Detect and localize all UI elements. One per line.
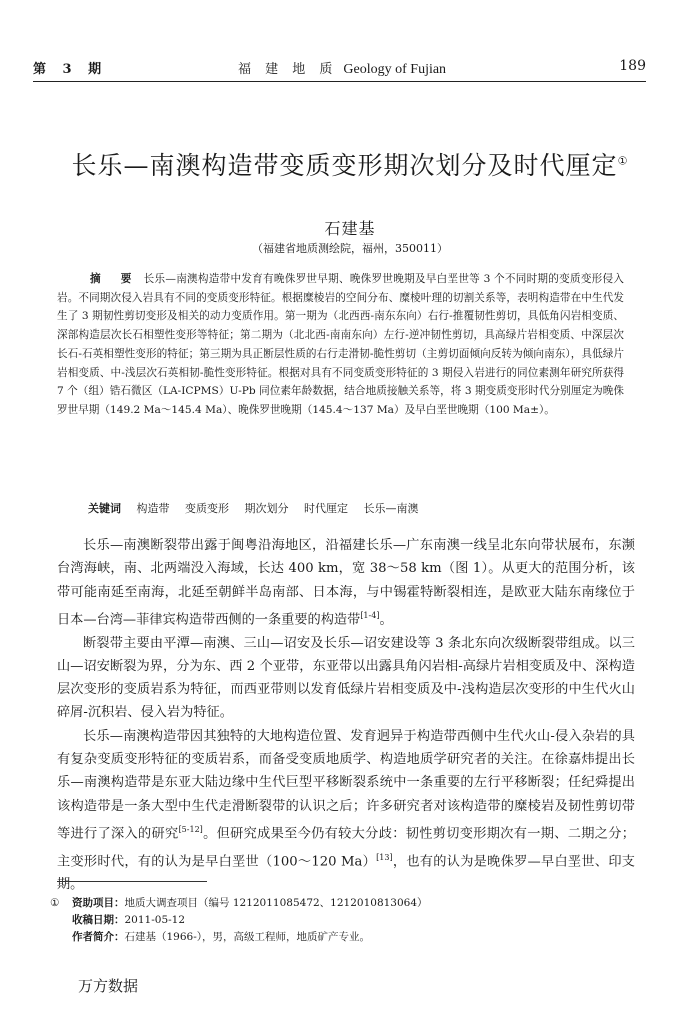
running-header xyxy=(33,58,646,80)
paragraph xyxy=(57,632,635,725)
page-number: 189 xyxy=(619,58,646,74)
footnote-author xyxy=(50,929,428,946)
paper-title xyxy=(0,146,700,182)
author-name: 石建基 xyxy=(324,219,376,238)
funding-text: 地质大调查项目（编号 1212011085472、1212010813064） xyxy=(124,897,428,909)
keywords xyxy=(88,500,431,516)
keyword: 长乐—南澳 xyxy=(363,502,419,515)
paper-title-text: 长乐—南澳构造带变质变形期次划分及时代厘定 xyxy=(71,151,618,180)
citation: [5-12] xyxy=(178,824,203,834)
received-date: 2011-05-12 xyxy=(124,914,186,926)
keyword: 变质变形 xyxy=(185,502,229,515)
paragraph-tail: ，也有的认为是晚侏罗—早白垩世、印支期。 xyxy=(57,854,635,893)
title-footnote-mark: ① xyxy=(617,154,629,168)
citation: [1-4] xyxy=(360,610,380,620)
journal-name xyxy=(238,58,446,78)
body-text xyxy=(57,534,635,897)
paragraph xyxy=(57,725,635,897)
keyword: 期次划分 xyxy=(244,502,289,515)
issue-number: 第 3 期 xyxy=(33,62,108,77)
paragraph xyxy=(57,534,635,632)
keyword: 构造带 xyxy=(136,502,170,515)
author-info-text: 石建基（1966-），男，高级工程师，地质矿产专业。 xyxy=(124,931,371,943)
keywords-label: 关键词 xyxy=(88,502,121,515)
abstract-text: 长乐—南澳构造带中发育有晚侏罗世早期、晚侏罗世晚期及早白垩世等 3 个不同时期的变质变形侵入岩。不同期次侵入岩具有不同的变质变形特征。根据糜棱岩的空间分布、糜棱叶理的切割关系等，表明构造带在中生代发生了 3 期韧性剪切变形及相关的动力变质作用。第一期为（北西西-南东东向）右行-推覆韧性剪切，具低角闪岩相变质、深部构造层次长石相塑性变形等特征；第二期为（北北西-南南东向）左行-逆冲韧性剪切，具高绿片岩相变质、中深层次长石-石英相塑性变形的特征；第三期为具正断层性质的右行走滑韧-脆性剪切（主剪切面倾向反转为倾向南东），具低绿片岩相变质、中-浅层次石英相韧-脆性变形特征。根据对具有不同变质变形特征的 3 期侵入岩进行的同位素测年研究所获得 7 个（组）锆石微区（LA-ICPMS）U-Pb 同位素年龄数据，结合地质接触关系等，将 3 期变质变形时代分别厘定为晚侏罗世早期（149.2 Ma～145.4 Ma）、晚侏罗世晚期（145.4～137 Ma）及早白垩世晚期（100 Ma±）。 xyxy=(57,273,624,416)
author-affiliation: （福建省地质测绘院，福州，350011） xyxy=(252,242,448,255)
header-rule xyxy=(33,81,646,82)
footnote-rule xyxy=(57,881,207,882)
author-info-label: 作者简介： xyxy=(72,931,125,943)
footnote-funding xyxy=(50,895,428,912)
watermark: 万方数据 xyxy=(78,977,139,995)
keyword: 时代厘定 xyxy=(304,502,348,515)
footnote-mark: ① xyxy=(50,897,60,909)
paragraph-text: 断裂带主要由平潭—南澳、三山—诏安及长乐—诏安建设等 3 条北东向次级断裂带组成。以三山—诏安断裂为界，分为东、西 2 个亚带，东亚带以出露具角闪岩相-高绿片岩相变质及中、深构造层次变形的变质岩系为特征，而西亚带则以发育低绿片岩相变质及中-浅构造层次变形的中生代火山碎屑-沉积岩、侵入岩为特征。 xyxy=(57,635,635,721)
funding-label: 资助项目： xyxy=(72,897,125,909)
paragraph-tail: 。 xyxy=(379,612,393,628)
paragraph-text: 长乐—南澳构造带因其独特的大地构造位置、发育迥异于构造带西侧中生代火山-侵入杂岩的具有复杂变质变形特征的变质岩系，而备受变质地质学、构造地质学研究者的关注。在徐嘉炜提出长乐—南澳构造带是东亚大陆边缘中生代巨型平移断裂系统中一条重要的左行平移断裂；任纪舜提出该构造带是一条大型中生代走滑断裂带的认识之后；许多研究者对该构造带的糜棱岩及韧性剪切带等进行了深入的研究 xyxy=(57,728,635,842)
received-label: 收稿日期： xyxy=(72,914,125,926)
abstract xyxy=(57,270,624,420)
journal-name-en: Geology of Fujian xyxy=(343,62,447,77)
paragraph-text: 长乐—南澳断裂带出露于闽粤沿海地区，沿福建长乐—广东南澳一线呈北东向带状展布，东濒台湾海峡，南、北两端没入海域，长达 400 km，宽 38～58 km（图 1）。从更大的范围分析，该带可能南延至南海，北延至朝鲜半岛南部、日本海，与中锡霍特断裂相连，是欧亚大陆东南缘位于日本—台湾—菲律宾构造带西侧的一条重要的构造带 xyxy=(57,538,635,628)
citation: [13] xyxy=(376,852,393,862)
footnote-received xyxy=(50,912,428,929)
journal-name-cn: 福 建 地 质 xyxy=(238,62,338,77)
abstract-label: 摘 要 xyxy=(90,273,140,285)
footnotes xyxy=(50,895,428,946)
paragraph-tail: 。但研究成果至今仍有较大分歧：韧性剪切变形期次有一期、二期之分；主变形时代，有的认为是早白垩世（100～120 Ma） xyxy=(57,826,635,870)
